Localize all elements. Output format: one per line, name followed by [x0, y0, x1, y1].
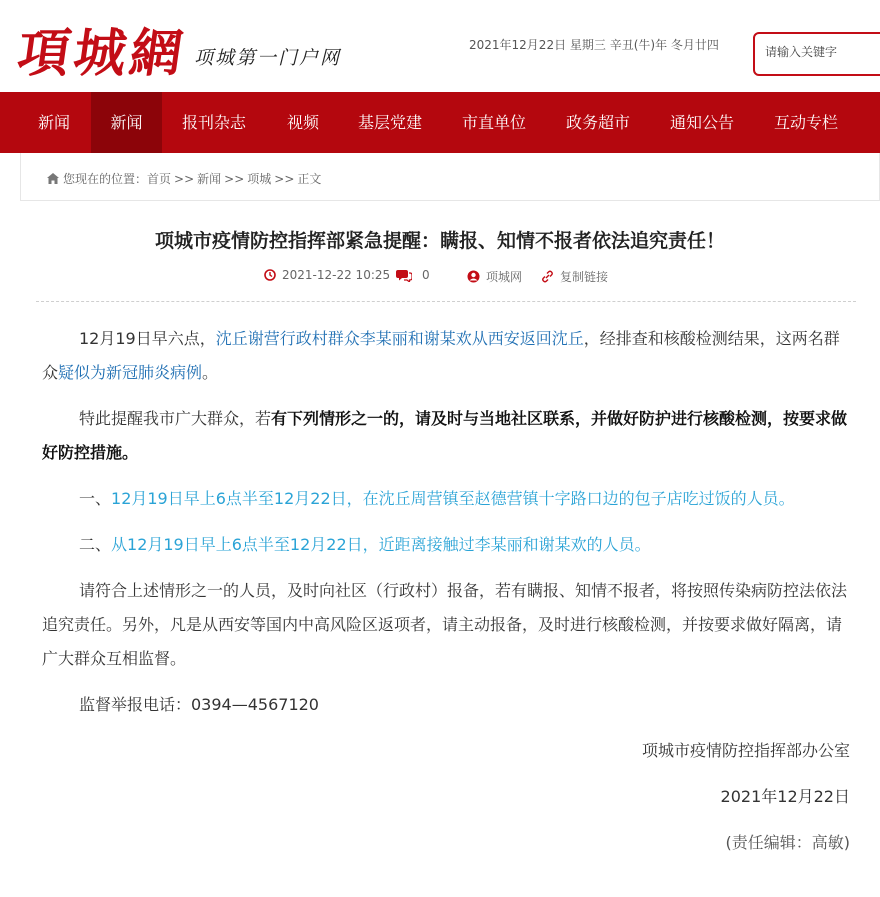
search-input[interactable] — [765, 45, 880, 59]
paragraph-4 — [42, 528, 850, 562]
comment-count: 0 — [422, 268, 430, 282]
p1-highlight-route: 沈丘谢营行政村群众李某丽和谢某欢从西安返回沈丘 — [215, 329, 584, 348]
nav-item-periodicals[interactable]: 报刊杂志 — [181, 113, 246, 132]
nav-item-news-2[interactable]: 新闻 — [91, 92, 162, 153]
breadcrumb-news[interactable]: 新闻 — [197, 172, 222, 186]
main-nav — [0, 92, 880, 153]
comment-icon — [396, 269, 412, 282]
home-icon — [47, 173, 59, 184]
paragraph-2 — [42, 402, 850, 470]
breadcrumb-separator: >> — [224, 171, 245, 186]
nav-item-notices[interactable]: 通知公告 — [669, 113, 734, 132]
paragraph-1 — [42, 322, 850, 390]
nav-item-party-building[interactable]: 基层党建 — [357, 113, 422, 132]
logo-slogan: 项城第一门户网 — [194, 47, 342, 69]
meta-datetime — [264, 268, 390, 282]
hotline: 监督举报电话：0394—4567120 — [79, 695, 319, 714]
breadcrumb-separator: >> — [274, 171, 295, 186]
nav-item-video[interactable]: 视频 — [286, 113, 319, 132]
breadcrumb-home[interactable]: 首页 — [147, 172, 172, 186]
site-logo[interactable] — [13, 14, 342, 84]
article-title: 项城市疫情防控指挥部紧急提醒：瞒报、知情不报者依法追究责任！ — [154, 230, 725, 252]
user-icon — [467, 270, 480, 283]
meta-divider — [36, 301, 856, 302]
breadcrumb-separator: >> — [174, 171, 195, 186]
search-box[interactable] — [753, 32, 880, 76]
breadcrumb-xiangcheng[interactable]: 项城 — [247, 172, 272, 186]
p3-highlight: 12月19日早上6点半至12月22日，在沈丘周营镇至赵德营镇十字路口边的包子店吃过饭的人员。 — [111, 489, 795, 508]
p4-index: 二、 — [79, 535, 112, 554]
date-line: 2021年12月22日 星期三 辛丑(牛)年 冬月廿四 — [469, 38, 719, 52]
publish-datetime: 2021-12-22 10:25 — [282, 268, 391, 282]
p1-text-c: ，经排查和核酸检测结果，这两名群众 — [42, 329, 840, 382]
copy-link-label: 复制链接 — [560, 270, 609, 284]
site-header — [0, 0, 880, 92]
p2-bold-notice: 有下列情形之一的，请及时与当地社区联系，并做好防护进行核酸检测，按要求做好防控措施。 — [42, 409, 848, 462]
signature: 项城市疫情防控指挥部办公室 — [641, 741, 850, 760]
editor-credit: (责任编辑：高敏) — [725, 833, 850, 852]
article-source: 项城网 — [486, 270, 523, 284]
logo-text: 項城網 — [13, 23, 191, 84]
p1-text-e: 。 — [202, 363, 219, 382]
nav-item-gov-services[interactable]: 政务超市 — [565, 113, 630, 132]
paragraph-5: 请符合上述情形之一的人员，及时向社区（行政村）报备，若有瞒报、知情不报者，将按照传染病防控法依法追究责任。另外，凡是从西安等国内中高风险区返项者，请主动报备，及时进行核酸检测，并按要求做好隔离，请广大群众互相监督。 — [42, 581, 848, 668]
nav-item-news-1[interactable]: 新闻 — [37, 113, 70, 132]
p2-text-a: 特此提醒我市广大群众，若 — [79, 409, 272, 428]
nav-item-interactive[interactable]: 互动专栏 — [773, 113, 838, 132]
p3-index: 一、 — [79, 489, 112, 508]
link-icon — [541, 270, 554, 283]
p4-highlight: 从12月19日早上6点半至12月22日，近距离接触过李某丽和谢某欢的人员。 — [111, 535, 651, 554]
breadcrumb-prefix: 您现在的位置： — [63, 172, 148, 186]
breadcrumb — [47, 170, 321, 187]
copy-link-button[interactable] — [541, 268, 608, 285]
meta-comments[interactable] — [396, 268, 430, 282]
article-meta — [0, 268, 880, 284]
breadcrumb-bar — [20, 153, 880, 201]
p1-highlight-suspected: 疑似为新冠肺炎病例 — [58, 363, 203, 382]
clock-icon — [264, 269, 276, 281]
breadcrumb-current: 正文 — [297, 172, 322, 186]
signature-date: 2021年12月22日 — [720, 787, 850, 806]
nav-item-city-units[interactable]: 市直单位 — [461, 113, 526, 132]
p1-text-a: 12月19日早六点， — [79, 329, 216, 348]
meta-source — [467, 268, 522, 285]
paragraph-3 — [42, 482, 850, 516]
article-body — [42, 322, 850, 872]
